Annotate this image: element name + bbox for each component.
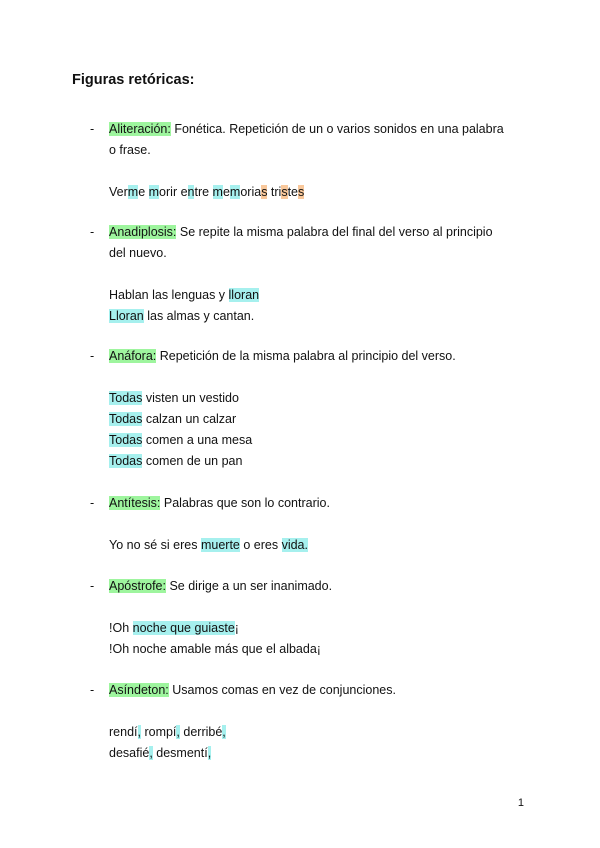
example-text: rendí xyxy=(109,725,138,739)
example-text: te xyxy=(287,185,299,199)
example-text: orir e xyxy=(159,185,188,199)
example-text: Ver xyxy=(109,185,128,199)
highlighted-text: m xyxy=(127,185,139,199)
example-line xyxy=(109,618,510,639)
figure-term: Aliteración: xyxy=(109,122,171,136)
example-text: calzan un calzar xyxy=(142,412,237,426)
figure-definition xyxy=(109,680,510,701)
figure-example xyxy=(109,618,510,660)
figure-anadiplosis xyxy=(90,222,510,327)
list-dash: - xyxy=(90,349,95,363)
figure-example xyxy=(109,535,510,556)
list-dash: - xyxy=(90,122,95,136)
figure-example xyxy=(109,182,510,203)
example-line xyxy=(109,639,510,660)
example-text: derribé xyxy=(179,725,223,739)
highlighted-text: noche que guiaste xyxy=(132,621,235,635)
figure-description: Repetición de la misma palabra al principio del verso. xyxy=(156,349,456,363)
example-text: !Oh xyxy=(109,621,133,635)
figure-definition xyxy=(109,346,510,367)
list-dash: - xyxy=(90,496,95,510)
figure-term: Anadiplosis: xyxy=(109,225,177,239)
example-line xyxy=(109,388,510,409)
example-line xyxy=(109,285,510,306)
figure-description: Se repite la misma palabra del final del verso al principio del nuevo. xyxy=(109,225,493,260)
highlighted-text: , xyxy=(149,746,153,760)
example-text: Hablan las lenguas y xyxy=(109,288,229,302)
list-dash: - xyxy=(90,683,95,697)
figure-description: Fonética. Repetición de un o varios sonidos en una palabra o frase. xyxy=(109,122,504,157)
figure-antithesis xyxy=(90,493,510,556)
highlighted-text: muerte xyxy=(200,538,240,552)
example-text: comen de un pan xyxy=(142,454,243,468)
highlighted-text: s xyxy=(298,185,305,199)
page-title: Figuras retóricas: xyxy=(72,72,195,88)
figure-term: Anáfora: xyxy=(109,349,157,363)
example-line xyxy=(109,306,510,327)
example-text: rompí xyxy=(140,725,177,739)
highlighted-text: m xyxy=(148,185,160,199)
highlighted-text: lloran xyxy=(228,288,260,302)
example-text: visten un vestido xyxy=(142,391,239,405)
figure-anaphora xyxy=(90,346,510,472)
figure-asyndeton xyxy=(90,680,510,764)
list-dash: - xyxy=(90,225,95,239)
example-line xyxy=(109,409,510,430)
example-text: Yo no sé si eres xyxy=(109,538,201,552)
figure-term: Asíndeton: xyxy=(109,683,169,697)
example-line xyxy=(109,722,510,743)
figure-description: Palabras que son lo contrario. xyxy=(160,496,330,510)
example-text: tri xyxy=(267,185,282,199)
figure-example xyxy=(109,722,510,764)
highlighted-text: Lloran xyxy=(109,309,144,323)
highlighted-text: m xyxy=(229,185,241,199)
figure-description: Usamos comas en vez de conjunciones. xyxy=(168,683,396,697)
highlighted-text: Todas xyxy=(109,454,143,468)
highlighted-text: Todas xyxy=(109,412,143,426)
highlighted-text: , xyxy=(137,725,141,739)
figure-definition xyxy=(109,576,510,597)
figure-example xyxy=(109,285,510,327)
figure-term: Antítesis: xyxy=(109,496,161,510)
list-dash: - xyxy=(90,579,95,593)
example-line xyxy=(109,451,510,472)
highlighted-text: s xyxy=(261,185,268,199)
figure-definition xyxy=(109,222,510,264)
example-text: !Oh noche amable más que el albada¡ xyxy=(109,642,321,656)
example-text: desmentí xyxy=(152,746,208,760)
highlighted-text: vida. xyxy=(281,538,308,552)
figure-description: Se dirige a un ser inanimado. xyxy=(165,579,333,593)
example-line xyxy=(109,182,510,203)
highlighted-text: , xyxy=(222,725,226,739)
example-text: tre xyxy=(194,185,213,199)
figure-definition xyxy=(109,493,510,514)
example-line xyxy=(109,535,510,556)
figure-term: Apóstrofe: xyxy=(109,579,166,593)
page-number: 1 xyxy=(517,797,524,809)
example-text: oria xyxy=(240,185,262,199)
example-text: ¡ xyxy=(234,621,239,635)
highlighted-text: m xyxy=(212,185,223,199)
example-text: desafié xyxy=(109,746,150,760)
example-text: las almas y cantan. xyxy=(143,309,255,323)
highlighted-text: Todas xyxy=(109,433,143,447)
example-text: e xyxy=(222,185,230,199)
example-text: o eres xyxy=(239,538,282,552)
example-line xyxy=(109,430,510,451)
figure-alliteration xyxy=(90,119,510,203)
example-text: e xyxy=(138,185,149,199)
highlighted-text: , xyxy=(176,725,180,739)
example-text: comen a una mesa xyxy=(142,433,253,447)
highlighted-text: s xyxy=(281,185,288,199)
figure-example xyxy=(109,388,510,472)
figure-definition xyxy=(109,119,510,161)
highlighted-text: n xyxy=(187,185,195,199)
example-line xyxy=(109,743,510,764)
highlighted-text: , xyxy=(207,746,212,760)
figure-apostrophe xyxy=(90,576,510,660)
highlighted-text: Todas xyxy=(109,391,143,405)
